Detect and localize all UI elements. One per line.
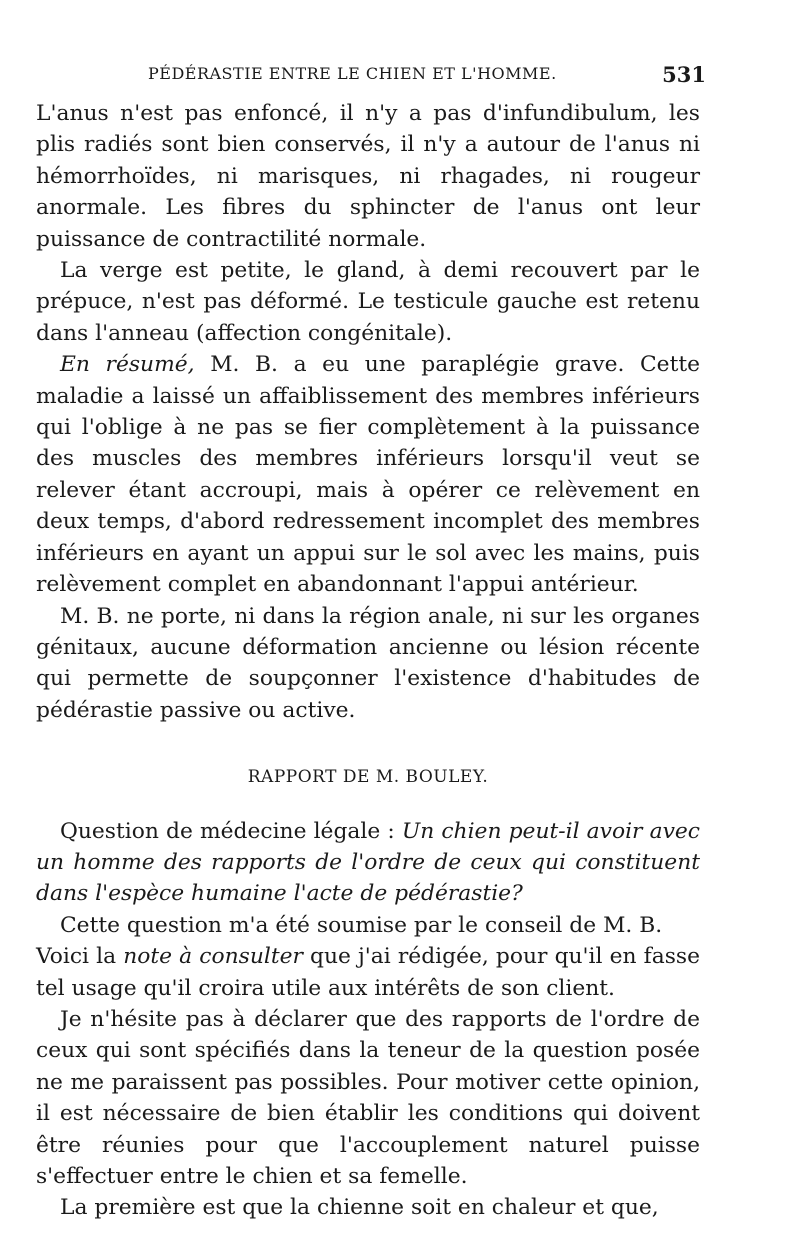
question-lead: Question de médecine légale : <box>60 818 402 844</box>
paragraph-premiere: La première est que la chienne soit en chaleur et que, <box>60 1195 659 1221</box>
paragraph-hesite: Je n'hésite pas à déclarer que des rapports de l'ordre de ceux qui sont spécifiés dans la teneur de la question posée ne me paraissent pas possibles. Pour motiver cette opinion, il est nécessaire de bien établir les conditions qui doivent être réunies pour que l'accouplement naturel puisse s'effectuer entre le chien et sa femelle. <box>36 1006 700 1189</box>
paragraph-resume <box>36 349 700 600</box>
paragraph-submitted: Cette question m'a été soumise par le conseil de M. B. <box>60 912 663 938</box>
section-heading: RAPPORT DE M. BOULEY. <box>247 767 489 788</box>
note-italic: note à consulter <box>123 944 303 970</box>
running-head <box>36 62 706 98</box>
note-after: que j'ai rédigée, pour qu'il en fasse tel usage qu'il croira utile aux intérêts de son client. <box>36 944 700 1001</box>
page-number: 531 <box>662 62 706 87</box>
paragraph-question <box>36 816 700 910</box>
question-italic: Un chien peut-il avoir avec un homme des rapports de l'ordre de ceux qui constituent dans l'espèce humaine l'acte de pédérastie? <box>36 818 700 907</box>
paragraph-verge: La verge est petite, le gland, à demi recouvert par le prépuce, n'est pas déformé. Le testicule gauche est retenu dans l'anneau (affection congénitale). <box>36 258 700 346</box>
italic-en-resume: En résumé, <box>60 352 195 378</box>
paragraph-anus: L'anus n'est pas enfoncé, il n'y a pas d'infundibulum, les plis radiés sont bien conservés, il n'y a autour de l'anus ni hémorrhoïdes, ni marisques, ni rhagades, ni rougeur anormale. Les fibres du sphincter de l'anus ont leur puissance de contractilité normale. <box>36 101 700 252</box>
paragraph-note <box>36 941 700 1004</box>
body-text <box>36 98 700 1224</box>
note-before: Voici la <box>36 944 124 970</box>
paragraph-mb: M. B. ne porte, ni dans la région anale, ni sur les organes génitaux, aucune déformation ancienne ou lésion récente qui permette de soupçonner l'existence d'habitudes de pédérastie passive ou active. <box>36 603 700 723</box>
running-title: PÉDÉRASTIE ENTRE LE CHIEN ET L'HOMME. <box>148 64 557 83</box>
resume-text: M. B. a eu une paraplégie grave. Cette maladie a laissé un affaiblissement des membres inférieurs qui l'oblige à ne pas se fier complètement à la puissance des muscles des membres inférieurs lorsqu'il veut se relever étant accroupi, mais à opérer ce relèvement en deux temps, d'abord redressement incomplet des membres inférieurs en ayant un appui sur le sol avec les mains, puis relèvement complet en abandonnant l'appui antérieur. <box>36 352 700 598</box>
